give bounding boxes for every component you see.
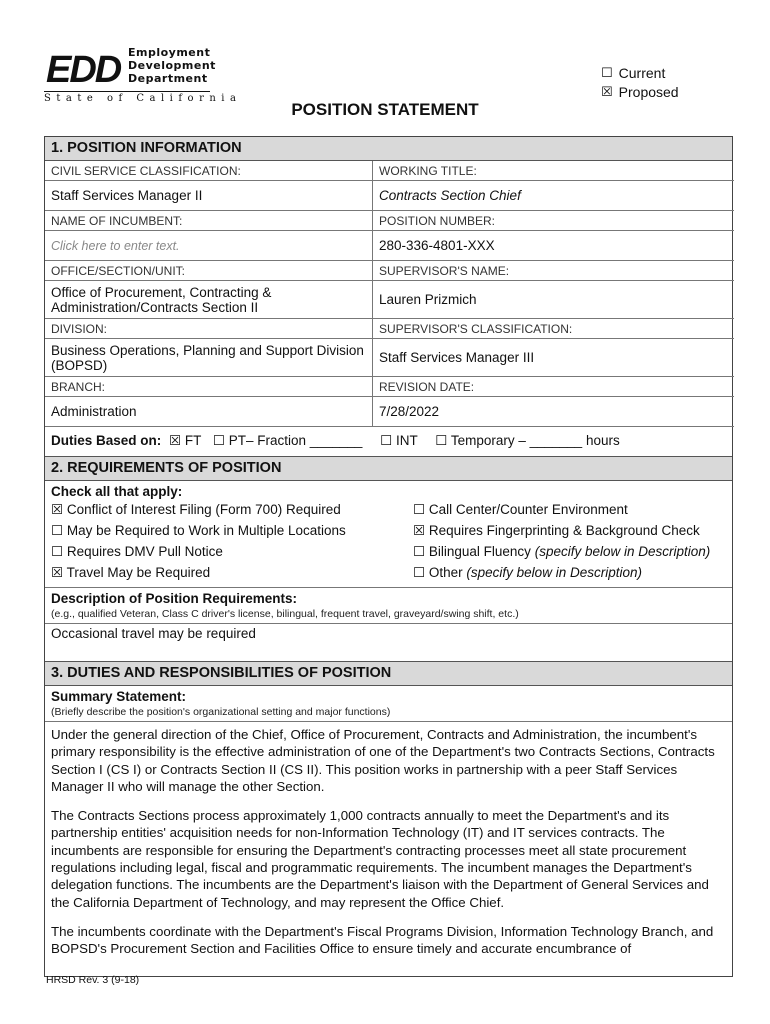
duties-ft-checkbox[interactable]: ☒ FT — [169, 433, 202, 448]
duties-based-on-label: Duties Based on: — [51, 433, 162, 448]
branch-label: BRANCH: — [45, 377, 373, 397]
checked-box-icon: ☒ — [601, 85, 613, 100]
duties-based-on-row — [45, 427, 732, 457]
duties-pt-checkbox[interactable]: ☐ PT– Fraction _______ — [212, 433, 363, 448]
supervisor-class-field[interactable]: Staff Services Manager III — [373, 339, 734, 377]
checked-box-icon: ☒ — [51, 502, 64, 517]
checkbox-icon: ☐ — [51, 544, 64, 559]
incumbent-label: NAME OF INCUMBENT: — [45, 211, 373, 231]
req-bilingual-fluency[interactable]: ☐ Bilingual Fluency (specify below in Description) — [413, 544, 711, 559]
req-other[interactable]: ☐ Other (specify below in Description) — [413, 565, 642, 580]
req-dmv-pull-notice[interactable]: ☐ Requires DMV Pull Notice — [51, 544, 223, 559]
branch-field[interactable]: Administration — [45, 397, 373, 427]
edd-logo-mark: EDD — [46, 49, 121, 91]
page-title: POSITION STATEMENT — [291, 100, 479, 119]
description-note: (e.g., qualified Veteran, Class C driver's license, bilingual, frequent travel, graveyard/swing shift, etc.) — [45, 608, 732, 624]
requirements-checklist — [45, 481, 732, 588]
position-form — [44, 136, 733, 977]
check-all-title: Check all that apply: — [51, 484, 183, 499]
revision-date-field[interactable]: 7/28/2022 — [373, 397, 734, 427]
supervisor-name-label: SUPERVISOR'S NAME: — [373, 261, 734, 281]
req-call-center[interactable]: ☐ Call Center/Counter Environment — [413, 502, 628, 517]
working-title-field[interactable]: Contracts Section Chief — [373, 181, 734, 211]
civil-service-label: CIVIL SERVICE CLASSIFICATION: — [45, 161, 373, 181]
civil-service-field[interactable]: Staff Services Manager II — [45, 181, 373, 211]
section-1-heading: 1. POSITION INFORMATION — [45, 137, 732, 161]
summary-paragraph: Under the general direction of the Chief, Office of Procurement, Contracts and Administration, the incumbent's primary responsibility is the effective administration of one of the Department's two Contracts Sections, Contracts Section I (CS I) or Contracts Section II (CS II). This position works in partnership with a peer Staff Services Manager II who will manage the other Section. — [51, 727, 715, 794]
summary-paragraph: The incumbents coordinate with the Department's Fiscal Programs Division, Information Technology Branch, and BOPSD's Procurement Section and Facilities Office to ensure timely and accurate encumbrance of — [51, 923, 714, 957]
section-2-heading: 2. REQUIREMENTS OF POSITION — [45, 457, 732, 481]
position-number-field[interactable]: 280-336-4801-XXX — [373, 231, 734, 261]
checked-box-icon: ☒ — [51, 565, 64, 580]
proposed-checkbox[interactable]: ☒ Proposed — [601, 84, 679, 100]
summary-note: (Briefly describe the position's organizational setting and major functions) — [45, 706, 732, 722]
position-info-grid — [45, 161, 732, 427]
office-field[interactable]: Office of Procurement, Contracting & Administration/Contracts Section II — [45, 281, 373, 319]
duties-temporary-checkbox[interactable]: ☐ Temporary – _______ hours — [435, 433, 620, 448]
req-travel[interactable]: ☒ Travel May be Required — [51, 565, 211, 580]
position-number-label: POSITION NUMBER: — [373, 211, 734, 231]
checkbox-icon: ☐ — [51, 523, 64, 538]
state-of-california-label: State of California — [44, 93, 242, 104]
checked-box-icon: ☒ — [413, 523, 426, 538]
edd-logo-text: Employment Development Department — [128, 46, 216, 85]
section-3-heading: 3. DUTIES AND RESPONSIBILITIES OF POSITION — [45, 662, 732, 686]
revision-date-label: REVISION DATE: — [373, 377, 734, 397]
summary-field[interactable] — [45, 722, 732, 976]
office-label: OFFICE/SECTION/UNIT: — [45, 261, 373, 281]
status-checkboxes — [601, 64, 679, 102]
supervisor-name-field[interactable]: Lauren Prizmich — [373, 281, 734, 319]
duties-int-checkbox[interactable]: ☐ INT — [380, 433, 418, 448]
supervisor-class-label: SUPERVISOR'S CLASSIFICATION: — [373, 319, 734, 339]
req-multiple-locations[interactable]: ☐ May be Required to Work in Multiple Locations — [51, 523, 346, 538]
form-revision-footer: HRSD Rev. 3 (9-18) — [46, 974, 140, 986]
working-title-label: WORKING TITLE: — [373, 161, 734, 181]
checkbox-icon: ☐ — [601, 66, 613, 81]
req-fingerprinting[interactable]: ☒ Requires Fingerprinting & Background Check — [413, 523, 700, 538]
checkbox-icon: ☐ — [413, 502, 426, 517]
summary-heading: Summary Statement: — [51, 689, 187, 704]
description-heading: Description of Position Requirements: — [51, 591, 298, 606]
incumbent-field[interactable]: Click here to enter text. — [45, 231, 373, 261]
edd-logo — [44, 46, 242, 104]
division-field[interactable]: Business Operations, Planning and Support Division (BOPSD) — [45, 339, 373, 377]
checkbox-icon: ☐ — [413, 565, 426, 580]
division-label: DIVISION: — [45, 319, 373, 339]
description-field[interactable]: Occasional travel may be required — [45, 624, 732, 662]
current-checkbox[interactable]: ☐ Current — [601, 65, 666, 81]
summary-paragraph: The Contracts Sections process approximately 1,000 contracts annually to meet the Department's and its partnership entities' acquisition needs for non-Information Technology (IT) and IT services contracts. The incumbents are responsible for ensuring the Department's contracting processes meet all state procurement regulations including legal, fiscal and programmatic requirements. The incumbent manages the Department's delegation functions. The incumbents are the Department's liaison with the Department of General Services and the California Department of Technology, and may represent the Office Chief. — [51, 808, 709, 910]
req-conflict-of-interest[interactable]: ☒ Conflict of Interest Filing (Form 700) Required — [51, 502, 341, 517]
checkbox-icon: ☐ — [413, 544, 426, 559]
